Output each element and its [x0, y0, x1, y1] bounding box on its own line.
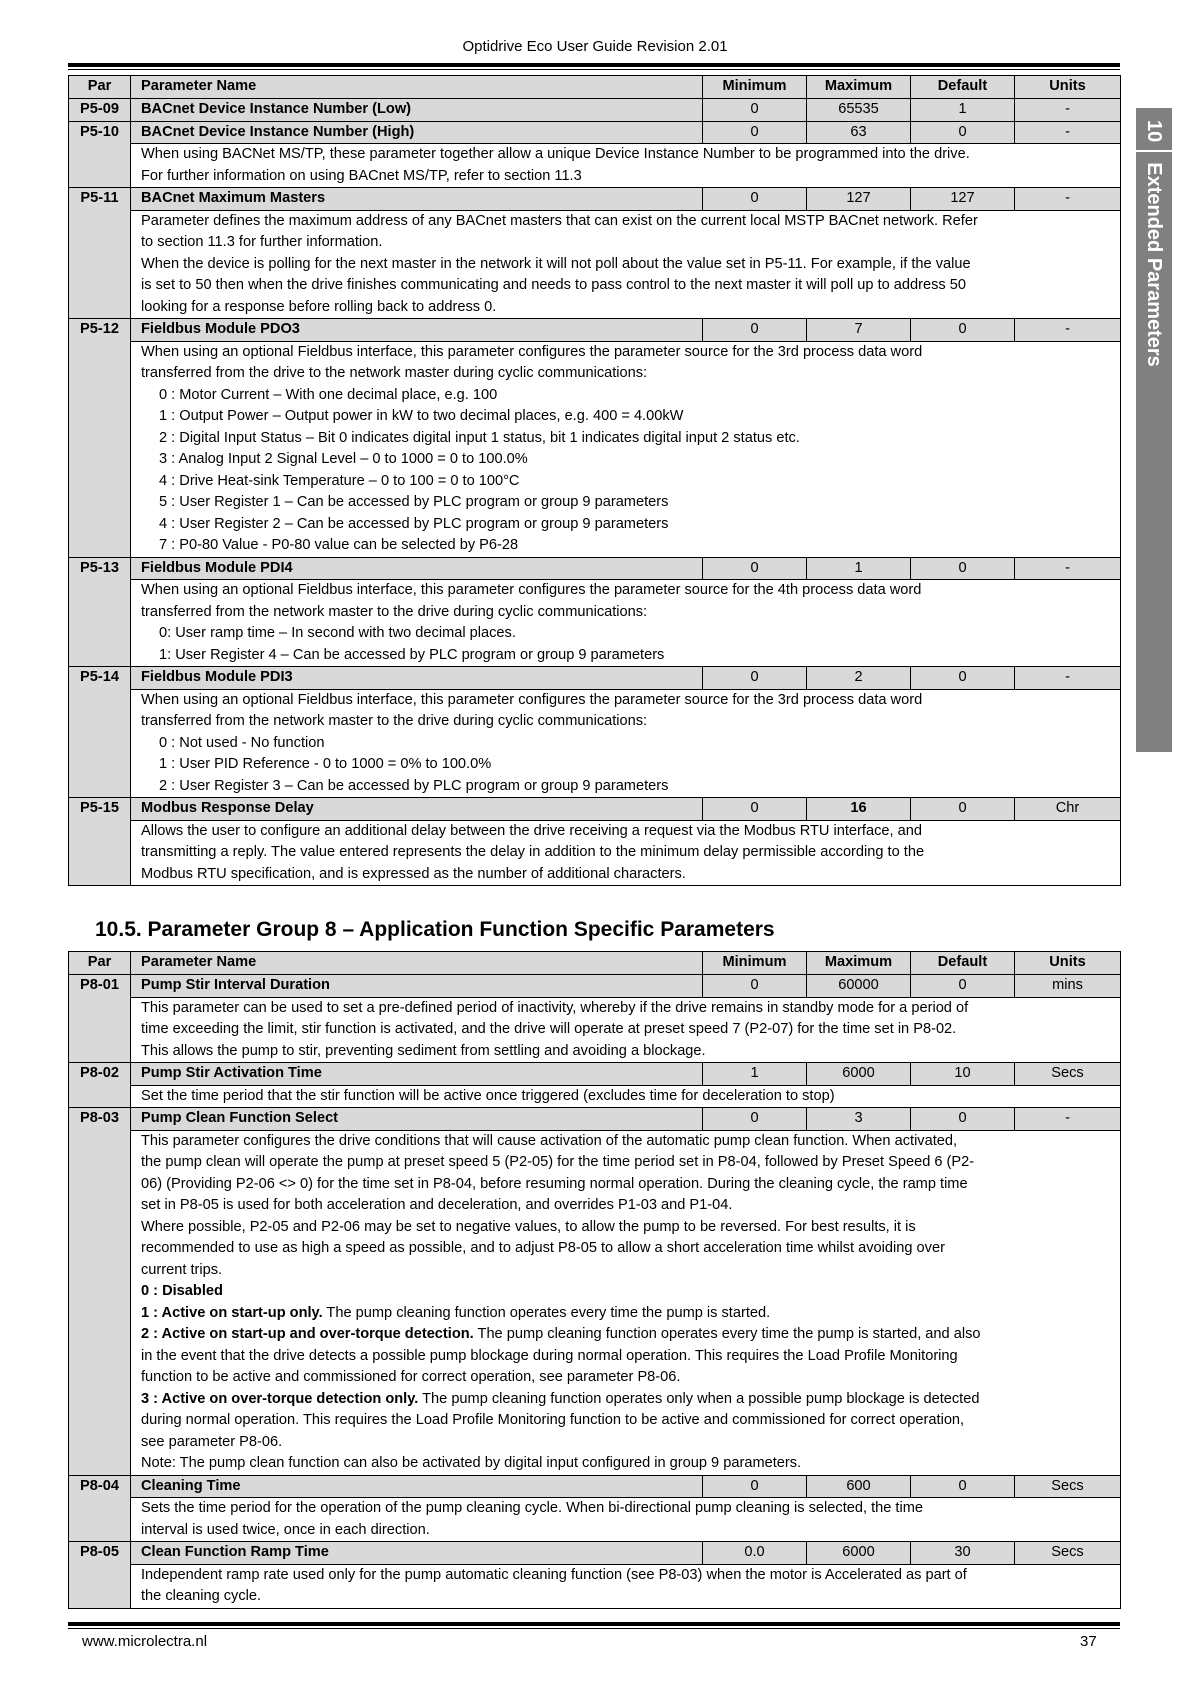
param-default: 0 [911, 557, 1015, 580]
param-row-p5-12 [69, 319, 1121, 342]
param-row-p8-05 [69, 1542, 1121, 1565]
option-line: 4 : User Register 2 – Can be accessed by PLC program or group 9 parameters [159, 515, 669, 532]
param-max: 3 [807, 1108, 911, 1131]
param-default: 0 [911, 1108, 1015, 1131]
option-line: 1 : Output Power – Output power in kW to two decimal places, e.g. 400 = 4.00kW [159, 408, 684, 424]
param-min: 0 [703, 557, 807, 580]
col-default: Default [911, 952, 1015, 975]
param-min: 0 [703, 99, 807, 122]
desc-line: When using BACNet MS/TP, these parameter together allow a unique Device Instance Number to be programmed into the drive. [141, 146, 970, 162]
parameter-table-group8 [68, 951, 1121, 1609]
param-desc-p5-14 [69, 689, 1121, 798]
desc-line: looking for a response before rolling back to address 0. [141, 298, 497, 315]
param-max: 2 [807, 667, 911, 690]
param-units: mins [1015, 975, 1121, 998]
param-description [131, 580, 1121, 667]
par-code: P8-05 [69, 1542, 131, 1609]
option-line: 1: User Register 4 – Can be accessed by PLC program or group 9 parameters [159, 646, 665, 663]
par-code: P8-03 [69, 1108, 131, 1476]
par-code: P5-13 [69, 557, 131, 667]
param-default: 0 [911, 975, 1015, 998]
param-row-p8-03 [69, 1108, 1121, 1131]
option-disabled: 0 : Disabled [141, 1283, 223, 1299]
option-line [141, 1303, 1112, 1325]
param-max: 16 [807, 798, 911, 821]
param-desc-p8-05 [69, 1564, 1121, 1608]
col-maximum: Maximum [807, 76, 911, 99]
param-max: 600 [807, 1475, 911, 1498]
param-default: 0 [911, 319, 1015, 342]
param-default: 30 [911, 1542, 1015, 1565]
param-desc-p5-11 [69, 210, 1121, 319]
desc-line: This allows the pump to stir, preventing sediment from settling and avoiding a blockage. [141, 1042, 706, 1059]
option-text: The pump cleaning function operates every time the pump is started, and also [473, 1326, 981, 1342]
param-units: - [1015, 121, 1121, 144]
param-max: 63 [807, 121, 911, 144]
param-max: 1 [807, 557, 911, 580]
desc-line: Set the time period that the stir function will be active once triggered (excludes time for deceleration to stop) [141, 1087, 835, 1104]
col-minimum: Minimum [703, 76, 807, 99]
option-line: 5 : User Register 1 – Can be accessed by PLC program or group 9 parameters [159, 494, 669, 510]
table-header-row [69, 952, 1121, 975]
param-max: 127 [807, 188, 911, 211]
param-description [131, 689, 1121, 798]
page-number: 37 [1080, 1633, 1097, 1650]
param-min: 0 [703, 188, 807, 211]
param-desc-p5-12 [69, 341, 1121, 557]
param-desc-p5-13 [69, 580, 1121, 667]
desc-line: When using an optional Fieldbus interface, this parameter configures the parameter source for the 3rd process data word [141, 343, 923, 360]
desc-line: interval is used twice, once in each direction. [141, 1521, 430, 1538]
param-description [131, 1085, 1121, 1108]
parameter-table-group5 [68, 75, 1121, 886]
param-max: 7 [807, 319, 911, 342]
param-units: - [1015, 188, 1121, 211]
param-row-p8-01 [69, 975, 1121, 998]
param-min: 0 [703, 1108, 807, 1131]
param-description [131, 144, 1121, 188]
chapter-side-tab [1136, 108, 1172, 752]
par-code: P8-01 [69, 975, 131, 1063]
col-minimum: Minimum [703, 952, 807, 975]
option-line: 1 : User PID Reference - 0 to 1000 = 0% to 100.0% [159, 756, 492, 772]
option-text: The pump cleaning function operates only when a possible pump blockage is detected [418, 1390, 980, 1407]
param-max: 6000 [807, 1063, 911, 1086]
option-line: 4 : Drive Heat-sink Temperature – 0 to 100 = 0 to 100°C [159, 472, 520, 489]
par-code: P5-11 [69, 188, 131, 319]
param-min: 0.0 [703, 1542, 807, 1565]
col-par: Par [69, 952, 131, 975]
param-units: - [1015, 319, 1121, 342]
param-name: BACnet Maximum Masters [131, 188, 703, 211]
note-line: Note: The pump clean function can also be activated by digital input configured in group 9 parameters. [141, 1455, 802, 1471]
param-min: 0 [703, 319, 807, 342]
desc-line: Parameter defines the maximum address of any BACnet masters that can exist on the current local MSTP BACnet network. Refer [141, 212, 978, 229]
desc-line: When using an optional Fieldbus interface, this parameter configures the parameter source for the 3rd process data word [141, 691, 923, 708]
param-default: 0 [911, 798, 1015, 821]
desc-line: This parameter configures the drive conditions that will cause activation of the automatic pump clean function. When activated, [141, 1132, 958, 1149]
header-rule [68, 63, 1120, 67]
col-par: Par [69, 76, 131, 99]
option-line: 0 : Not used - No function [159, 734, 325, 751]
desc-line: Sets the time period for the operation of the pump cleaning cycle. When bi-directional pump cleaning is selected, the time [141, 1500, 924, 1516]
option-line: 0 : Motor Current – With one decimal place, e.g. 100 [159, 386, 498, 403]
par-code: P5-14 [69, 667, 131, 798]
desc-line: function to be active and commissioned for correct operation, see parameter P8-06. [141, 1369, 681, 1385]
param-description [131, 1130, 1121, 1475]
desc-line: Allows the user to configure an additional delay between the drive receiving a request via the Modbus RTU interface, and [141, 822, 922, 839]
param-row-p5-09 [69, 99, 1121, 122]
param-description [131, 210, 1121, 319]
option-line: 3 : Analog Input 2 Signal Level – 0 to 1000 = 0 to 100.0% [159, 451, 528, 467]
desc-line: current trips. [141, 1261, 223, 1278]
param-desc-p8-04 [69, 1498, 1121, 1542]
param-min: 0 [703, 1475, 807, 1498]
param-name: Cleaning Time [131, 1475, 703, 1498]
param-units: Secs [1015, 1475, 1121, 1498]
param-default: 0 [911, 1475, 1015, 1498]
param-name: BACnet Device Instance Number (Low) [131, 99, 703, 122]
param-min: 0 [703, 798, 807, 821]
param-min: 0 [703, 121, 807, 144]
desc-line: When the device is polling for the next master in the network it will not poll about the value set in P5-11. For example, if the value [141, 255, 971, 272]
param-max: 65535 [807, 99, 911, 122]
page-header: Optidrive Eco User Guide Revision 2.01 [462, 38, 728, 55]
desc-line: the cleaning cycle. [141, 1588, 262, 1604]
desc-line: the pump clean will operate the pump at preset speed 5 (P2-05) for the time period set in P8-04, followed by Preset Speed 6 (P2- [141, 1154, 975, 1170]
param-row-p5-14 [69, 667, 1121, 690]
desc-line: to section 11.3 for further information. [141, 234, 383, 250]
param-max: 6000 [807, 1542, 911, 1565]
param-min: 0 [703, 975, 807, 998]
chapter-number: 10 [1136, 112, 1172, 152]
desc-line: is set to 50 then when the drive finishes communicating and needs to pass control to the next master it will poll up to address 50 [141, 277, 967, 293]
param-description [131, 1498, 1121, 1542]
desc-line: time exceeding the limit, stir function is activated, and the drive will operate at preset speed 7 (P2-07) for the time set in P8-02. [141, 1021, 957, 1037]
param-units: - [1015, 1108, 1121, 1131]
col-units: Units [1015, 76, 1121, 99]
param-name: Modbus Response Delay [131, 798, 703, 821]
param-name: Fieldbus Module PDO3 [131, 319, 703, 342]
col-units: Units [1015, 952, 1121, 975]
param-description [131, 1564, 1121, 1608]
desc-line: For further information on using BACnet MS/TP, refer to section 11.3 [141, 167, 582, 184]
param-units: Secs [1015, 1063, 1121, 1086]
desc-line: Where possible, P2-05 and P2-06 may be set to negative values, to allow the pump to be reversed. For best results, it is [141, 1218, 916, 1235]
desc-line: Modbus RTU specification, and is expressed as the number of additional characters. [141, 865, 686, 882]
param-row-p5-15 [69, 798, 1121, 821]
footer-rule [68, 1622, 1120, 1626]
param-row-p5-13 [69, 557, 1121, 580]
param-max: 60000 [807, 975, 911, 998]
param-description [131, 997, 1121, 1063]
param-min: 0 [703, 667, 807, 690]
param-row-p5-11 [69, 188, 1121, 211]
param-name: Clean Function Ramp Time [131, 1542, 703, 1565]
desc-line: transferred from the network master to the drive during cyclic communications: [141, 603, 648, 620]
desc-line: transferred from the network master to the drive during cyclic communications: [141, 713, 648, 729]
par-code: P5-10 [69, 121, 131, 188]
param-row-p8-02 [69, 1063, 1121, 1086]
option-label: 1 : Active on start-up only. [141, 1304, 323, 1321]
par-code: P5-09 [69, 99, 131, 122]
option-line: 2 : Digital Input Status – Bit 0 indicates digital input 1 status, bit 1 indicates digital input 2 status etc. [159, 429, 800, 446]
option-label: 3 : Active on over-torque detection only. [141, 1390, 419, 1407]
desc-line: set in P8-05 is used for both acceleration and deceleration, and overrides P1-03 and P1-04. [141, 1197, 733, 1213]
header-rule-thin [68, 69, 1120, 70]
desc-line: transferred from the drive to the network master during cyclic communications: [141, 365, 648, 381]
option-line: 7 : P0-80 Value - P0-80 value can be selected by P6-28 [159, 537, 519, 553]
param-row-p8-04 [69, 1475, 1121, 1498]
param-name: Pump Stir Interval Duration [131, 975, 703, 998]
desc-line: transmitting a reply. The value entered represents the delay in addition to the minimum delay permissible according to the [141, 844, 925, 860]
param-name: Fieldbus Module PDI3 [131, 667, 703, 690]
param-name: Pump Stir Activation Time [131, 1063, 703, 1086]
param-default: 127 [911, 188, 1015, 211]
param-desc-p5-10 [69, 144, 1121, 188]
param-desc-p8-02 [69, 1085, 1121, 1108]
footer-website: www.microlectra.nl [82, 1633, 208, 1650]
param-default: 0 [911, 121, 1015, 144]
col-default: Default [911, 76, 1015, 99]
param-units: - [1015, 99, 1121, 122]
desc-line: When using an optional Fieldbus interface, this parameter configures the parameter source for the 4th process data word [141, 582, 922, 598]
desc-line: Independent ramp rate used only for the pump automatic cleaning function (see P8-03) when the motor is Accelerated as part of [141, 1566, 967, 1583]
param-default: 1 [911, 99, 1015, 122]
footer-rule-thin [68, 1628, 1120, 1629]
option-line [141, 1389, 1112, 1411]
option-line [141, 1324, 1112, 1346]
param-name: Pump Clean Function Select [131, 1108, 703, 1131]
param-desc-p8-01 [69, 997, 1121, 1063]
param-units: - [1015, 667, 1121, 690]
par-code: P5-15 [69, 798, 131, 886]
desc-line: recommended to use as high a speed as possible, and to adjust P8-05 to allow a short acceleration time whilst avoiding over [141, 1240, 945, 1256]
desc-line: 06) (Providing P2-06 <> 0) for the time set in P8-04, before resuming normal operation. During the cleaning cycle, the ramp time [141, 1175, 968, 1192]
par-code: P8-04 [69, 1475, 131, 1542]
par-code: P8-02 [69, 1063, 131, 1108]
option-label: 2 : Active on start-up and over-torque detection. [141, 1326, 474, 1342]
desc-line: in the event that the drive detects a possible pump blockage during normal operation. This requires the Load Profile Monitoring [141, 1347, 958, 1364]
param-units: Secs [1015, 1542, 1121, 1565]
param-row-p5-10 [69, 121, 1121, 144]
option-line: 2 : User Register 3 – Can be accessed by PLC program or group 9 parameters [159, 777, 669, 794]
param-description [131, 341, 1121, 557]
param-default: 0 [911, 667, 1015, 690]
param-units: - [1015, 557, 1121, 580]
param-desc-p5-15 [69, 820, 1121, 886]
desc-line: during normal operation. This requires the Load Profile Monitoring function to be active and commissioned for correct operation, [141, 1412, 965, 1428]
param-default: 10 [911, 1063, 1015, 1086]
param-name: BACnet Device Instance Number (High) [131, 121, 703, 144]
desc-line: This parameter can be used to set a pre-defined period of inactivity, whereby if the drive remains in standby mode for a period of [141, 999, 969, 1016]
table-header-row [69, 76, 1121, 99]
desc-line: see parameter P8-06. [141, 1433, 283, 1450]
param-min: 1 [703, 1063, 807, 1086]
chapter-label: Extended Parameters [1143, 162, 1165, 367]
col-maximum: Maximum [807, 952, 911, 975]
col-parameter-name: Parameter Name [131, 952, 703, 975]
option-line: 0: User ramp time – In second with two decimal places. [159, 625, 516, 641]
section-title: 10.5. Parameter Group 8 – Application Function Specific Parameters [95, 918, 775, 941]
param-desc-p8-03 [69, 1130, 1121, 1475]
param-units: Chr [1015, 798, 1121, 821]
param-name: Fieldbus Module PDI4 [131, 557, 703, 580]
par-code: P5-12 [69, 319, 131, 558]
col-parameter-name: Parameter Name [131, 76, 703, 99]
param-description [131, 820, 1121, 886]
option-text: The pump cleaning function operates every time the pump is started. [322, 1304, 771, 1321]
